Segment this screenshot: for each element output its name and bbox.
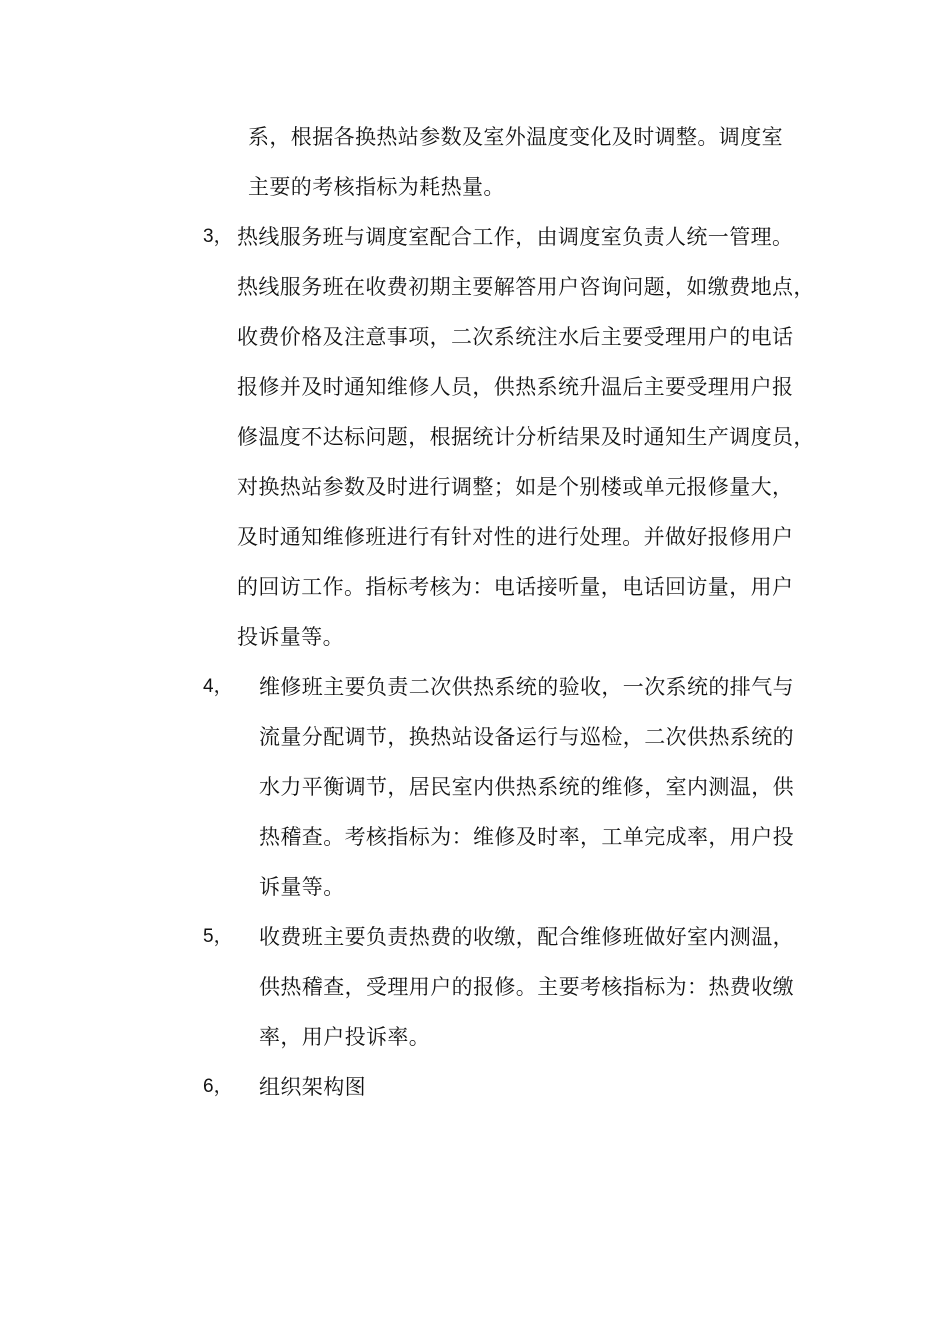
item-line: 修温度不达标问题，根据统计分析结果及时通知生产调度员， (237, 425, 815, 449)
item-number: 6， (203, 1076, 233, 1097)
item-line: 及时通知维修班进行有针对性的进行处理。并做好报修用户 (237, 525, 794, 549)
item-line: 诉量等。 (259, 875, 345, 899)
intro-line: 主要的考核指标为耗热量。 (248, 175, 505, 199)
item-line: 供热稽查，受理用户的报修。主要考核指标为：热费收缴 (259, 975, 794, 999)
item-line: 热线服务班与调度室配合工作，由调度室负责人统一管理。 (237, 225, 794, 249)
item-line: 率，用户投诉率。 (259, 1025, 431, 1049)
intro-line: 系，根据各换热站参数及室外温度变化及时调整。调度室 (248, 125, 783, 149)
item-line: 收费班主要负责热费的收缴，配合维修班做好室内测温， (259, 925, 794, 949)
item-line: 收费价格及注意事项，二次系统注水后主要受理用户的电话 (237, 325, 794, 349)
item-line: 维修班主要负责二次供热系统的验收，一次系统的排气与 (259, 675, 794, 699)
item-number: 4， (203, 676, 233, 697)
item-line: 流量分配调节，换热站设备运行与巡检，二次供热系统的 (259, 725, 794, 749)
item-line: 报修并及时通知维修人员，供热系统升温后主要受理用户报 (237, 375, 794, 399)
item-number: 3， (203, 226, 233, 247)
item-line: 投诉量等。 (237, 625, 344, 649)
item-line: 热稽查。考核指标为：维修及时率，工单完成率，用户投 (259, 825, 794, 849)
item-line: 热线服务班在收费初期主要解答用户咨询问题，如缴费地点， (237, 275, 815, 299)
item-number: 5， (203, 926, 233, 947)
item-line: 组织架构图 (259, 1075, 366, 1099)
item-line: 对换热站参数及时进行调整；如是个别楼或单元报修量大， (237, 475, 794, 499)
item-line: 水力平衡调节，居民室内供热系统的维修，室内测温，供 (259, 775, 794, 799)
item-line: 的回访工作。指标考核为：电话接听量，电话回访量，用户 (237, 575, 794, 599)
